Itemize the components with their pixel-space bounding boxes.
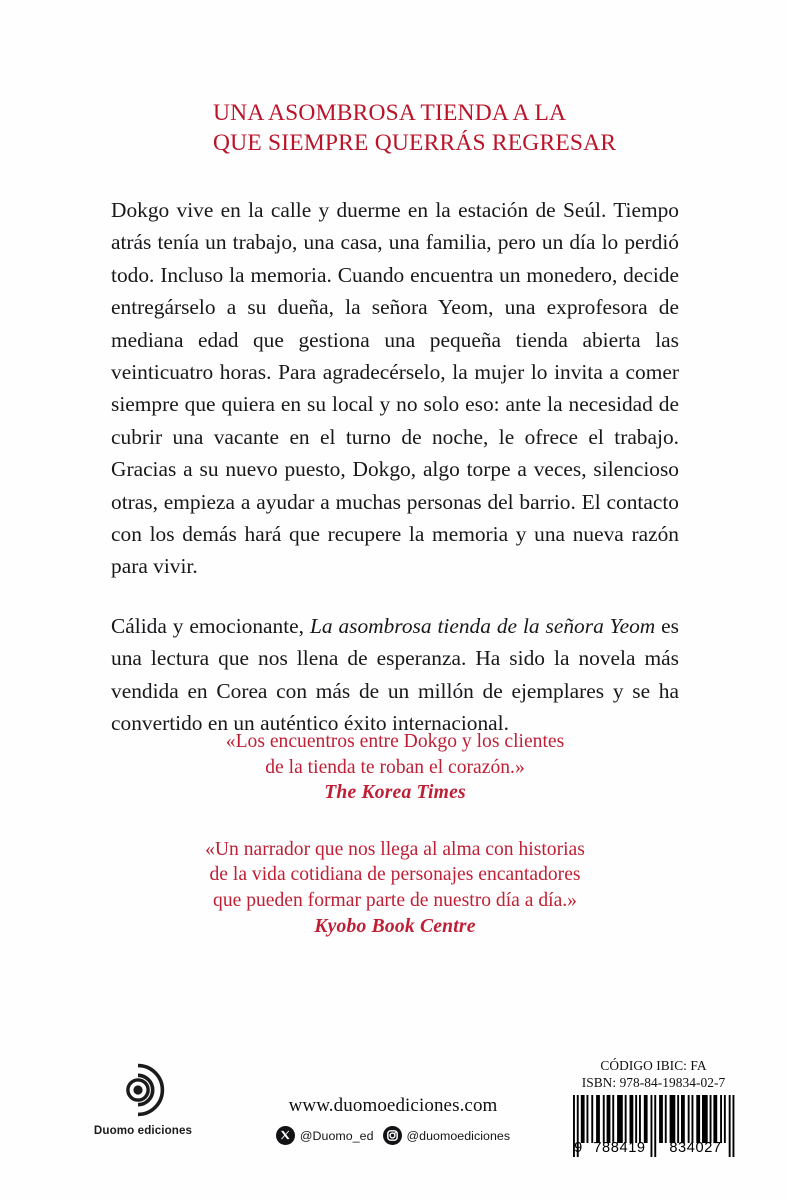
blurb-paragraph-1: Dokgo vive en la calle y duerme en la estación de Seúl. Tiempo atrás tenía un trabajo, una casa, una familia, pero un día lo perdió todo. Incluso la memoria. Cuando encuentra un monedero, decide entregárselo a su dueña, la señora Yeom, una exprofesora de mediana edad que gestiona una pequeña tienda abierta las veinticuatro horas. Para agradecérselo, la mujer lo invita a comer siempre que quiera en su local y no solo eso: ante la necesidad de cubrir una vacante en el turno de noche, le ofrece el trabajo. Gracias a su nuevo puesto, Dokgo, algo torpe a veces, silencioso otras, empieza a ayudar a muchas personas del barrio. El contacto con los demás hará que recupere la memoria y una nueva razón para vivir. <box>111 198 679 579</box>
blurb-paragraph-2-lead: Cálida y emocionante, <box>111 613 310 638</box>
blurb-text <box>111 194 679 740</box>
page-title <box>213 98 633 158</box>
quote-1-line-1: «Los encuentros entre Dokgo y los clientes <box>225 731 565 752</box>
isbn-barcode-block <box>566 1058 741 1157</box>
barcode-digit-row <box>571 1140 737 1156</box>
website-url[interactable]: www.duomoediciones.com <box>288 1095 498 1116</box>
social-link-instagram[interactable] <box>383 1126 511 1145</box>
publisher-name: Duomo ediciones <box>93 1124 193 1137</box>
book-title-italic: La asombrosa tienda de la señora Yeom <box>309 613 656 638</box>
ibic-code: CÓDIGO IBIC: FA <box>600 1058 707 1073</box>
instagram-handle: @duomoediciones <box>406 1128 511 1143</box>
x-twitter-icon[interactable] <box>276 1126 295 1145</box>
press-quote-2 <box>111 837 679 939</box>
x-handle: @Duomo_ed <box>299 1128 374 1143</box>
barcode-group-1: 788419 <box>593 1140 646 1157</box>
social-link-x[interactable] <box>276 1126 374 1145</box>
quote-2-line-2: de la vida cotidiana de personajes encantadores <box>209 864 581 886</box>
quote-1-source: The Korea Times <box>324 782 466 804</box>
headline-line-1: UNA ASOMBROSA TIENDA A LA <box>213 100 567 126</box>
blurb-paragraph-2-tail: es una lectura que nos llena de esperanza. Ha sido la novela más vendida en Corea con más de un millón de ejemplares y se ha convertido en un auténtico éxito internacional. <box>111 613 680 736</box>
publisher-logo-block <box>93 1062 193 1137</box>
blurb-paragraph-2 <box>111 610 679 740</box>
cover-footer <box>0 1050 787 1200</box>
barcode-group-2: 834027 <box>669 1140 722 1157</box>
quote-1-body <box>111 729 679 780</box>
isbn-number: ISBN: 978-84-19834-02-7 <box>581 1074 726 1090</box>
quote-2-line-3: que pueden formar parte de nuestro día a día.» <box>213 889 577 911</box>
quote-2-source: Kyobo Book Centre <box>314 915 476 937</box>
quote-1-line-2: de la tienda te roban el corazón.» <box>265 756 525 778</box>
social-links-row <box>243 1126 543 1145</box>
quote-2-line-1: «Un narrador que nos llega al alma con historias <box>205 838 585 860</box>
barcode-prefix-digit: 9 <box>574 1140 583 1157</box>
quote-2-body <box>111 837 679 914</box>
duomo-concentric-circles-logo-icon <box>116 1062 170 1118</box>
web-and-social-block <box>243 1095 543 1145</box>
instagram-icon[interactable] <box>383 1126 402 1145</box>
press-quotes <box>111 729 679 939</box>
headline-line-2: QUE SIEMPRE QUERRÁS REGRESAR <box>213 130 617 156</box>
ean13-barcode <box>571 1095 737 1157</box>
press-quote-1 <box>111 729 679 806</box>
